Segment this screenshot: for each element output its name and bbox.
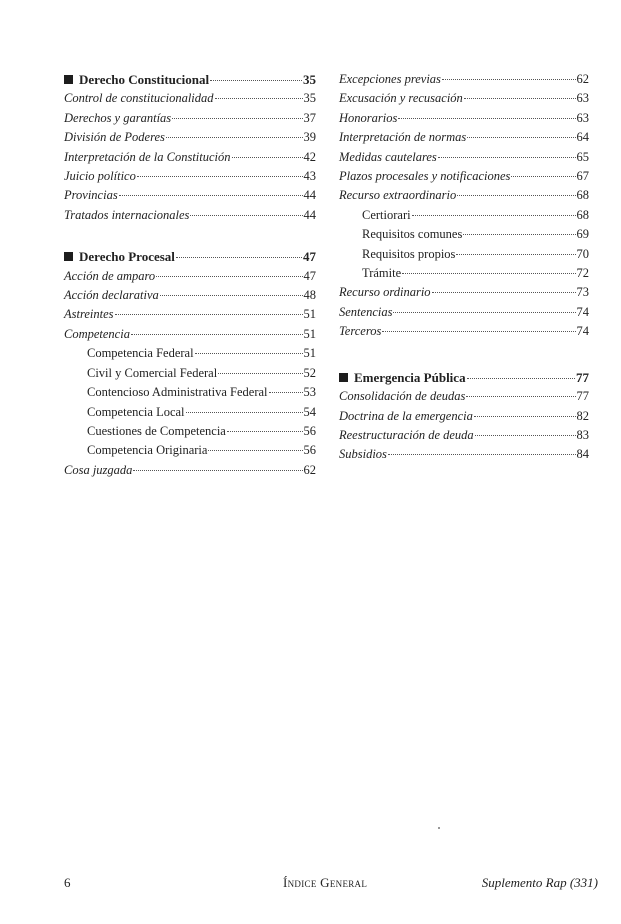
index-subentry: [64, 344, 316, 363]
leader-dots: [464, 97, 576, 99]
entry-text: Excepciones previas: [339, 72, 441, 86]
leader-dots: [466, 395, 575, 397]
page-ref: 54: [303, 404, 316, 419]
index-subentry: [64, 364, 316, 383]
leader-dots: [210, 79, 302, 81]
page-ref: 53: [303, 385, 316, 400]
page-ref: 44: [303, 188, 316, 203]
page-ref: 67: [576, 169, 589, 184]
index-entry: [339, 109, 589, 128]
entry-text: Sentencias: [339, 304, 393, 319]
entry-text: Competencia Local: [87, 404, 185, 419]
index-entry: [64, 267, 316, 286]
page-ref: 35: [303, 72, 316, 87]
index-entry: [339, 167, 589, 186]
page-ref: 82: [576, 408, 589, 423]
leader-dots: [119, 194, 303, 196]
page-ref: 47: [303, 268, 316, 283]
entry-text: Plazos procesales y notificaciones: [339, 169, 511, 184]
left-column: [64, 70, 316, 502]
entry-text: Civil y Comercial Federal: [87, 365, 218, 380]
entry-text: Requisitos propios: [362, 246, 456, 261]
page-ref: 51: [303, 326, 316, 341]
leader-dots: [393, 311, 575, 313]
page-ref: 56: [303, 443, 316, 458]
index-subentry: [64, 441, 316, 460]
entry-text: Derechos y garantías: [64, 110, 172, 125]
page-number: 6: [64, 875, 71, 890]
section-heading: [64, 247, 316, 266]
index-entry: [64, 167, 316, 186]
leader-dots: [172, 117, 302, 119]
leader-dots: [156, 275, 302, 277]
leader-dots: [186, 411, 303, 413]
entry-text: Recurso extraordinario: [339, 188, 457, 203]
leader-dots: [412, 214, 576, 216]
index-entry: [339, 322, 589, 341]
leader-dots: [190, 214, 302, 216]
page-ref: 72: [576, 266, 589, 281]
page-ref: 52: [303, 365, 316, 380]
page-ref: 42: [303, 149, 316, 164]
entry-text: Doctrina de la emergencia: [339, 408, 473, 423]
entry-text: Juicio político: [64, 169, 136, 184]
leader-dots: [511, 175, 575, 177]
index-entry: [64, 305, 316, 324]
leader-dots: [269, 391, 303, 393]
leader-dots: [218, 372, 302, 374]
leader-dots: [133, 469, 302, 471]
entry-text: Cuestiones de Competencia: [87, 423, 226, 438]
square-bullet-icon: [64, 252, 73, 261]
entry-text: Recurso ordinario: [339, 285, 431, 300]
index-subentry: [339, 206, 589, 225]
leader-dots: [442, 78, 576, 80]
entry-text: Contencioso Administrativa Federal: [87, 385, 268, 400]
index-entry: [339, 283, 589, 302]
index-subentry: [64, 422, 316, 441]
leader-dots: [131, 333, 303, 335]
entry-text: Excusación y recusación: [339, 91, 463, 106]
entry-text: División de Poderes: [64, 130, 165, 145]
leader-dots: [388, 453, 576, 455]
page-ref: 77: [576, 369, 589, 385]
index-entry: [64, 206, 316, 225]
index-entry: [339, 387, 589, 406]
leader-dots: [208, 449, 302, 451]
entry-text: Terceros: [339, 324, 382, 339]
index-entry: [64, 128, 316, 147]
index-subentry: [339, 245, 589, 264]
entry-text: Certiorari: [362, 207, 411, 222]
section-derecho-constitucional: [64, 70, 316, 225]
entry-text: Interpretación de la Constitución: [64, 149, 231, 164]
leader-dots: [232, 156, 303, 158]
section-heading: [339, 368, 589, 387]
leader-dots: [176, 256, 302, 258]
heading-text: Emergencia Pública: [354, 369, 466, 385]
scan-speck: [438, 827, 440, 829]
index-entry: [64, 286, 316, 305]
page-ref: 63: [576, 91, 589, 106]
leader-dots: [115, 313, 303, 315]
entry-text: Interpretación de normas: [339, 130, 467, 145]
entry-text: Astreintes: [64, 307, 114, 322]
entry-text: Cosa juzgada: [64, 462, 133, 477]
index-subentry: [64, 403, 316, 422]
leader-dots: [402, 272, 575, 274]
leader-dots: [160, 294, 303, 296]
page-ref: 63: [576, 110, 589, 125]
entry-text: Reestructuración de deuda: [339, 427, 474, 442]
entry-text: Acción de amparo: [64, 268, 156, 283]
page-ref: 68: [576, 207, 589, 222]
heading-text: Derecho Constitucional: [79, 72, 210, 87]
index-entry: [64, 186, 316, 205]
entry-text: Competencia Originaria: [87, 443, 208, 458]
entry-text: Medidas cautelares: [339, 149, 437, 164]
index-entry: [64, 89, 316, 108]
section-heading: [64, 70, 316, 89]
page-ref: 74: [576, 324, 589, 339]
index-subentry: [339, 264, 589, 283]
index-entry: [64, 325, 316, 344]
entry-text: Provincias: [64, 188, 118, 203]
entry-text: Tratados internacionales: [64, 207, 190, 222]
page-ref: 43: [303, 169, 316, 184]
page-ref: 77: [576, 389, 589, 404]
entry-text: Consolidación de deudas: [339, 389, 466, 404]
index-entry: [64, 148, 316, 167]
index-entry: [64, 109, 316, 128]
leader-dots: [227, 430, 303, 432]
leader-dots: [398, 117, 575, 119]
leader-dots: [432, 291, 576, 293]
section-derecho-procesal: [64, 247, 316, 480]
entry-text: Honorarios: [339, 110, 398, 125]
leader-dots: [382, 330, 575, 332]
page-ref: 35: [303, 91, 316, 106]
index-subentry: [64, 383, 316, 402]
leader-dots: [457, 194, 575, 196]
index-entry: [339, 89, 589, 108]
page-ref: 39: [303, 130, 316, 145]
right-column: [339, 70, 589, 487]
section-procesal-continued: [339, 70, 589, 342]
page-ref: 84: [576, 447, 589, 462]
leader-dots: [467, 136, 575, 138]
leader-dots: [475, 434, 576, 436]
heading-text: Derecho Procesal: [79, 249, 175, 265]
leader-dots: [195, 352, 303, 354]
page-ref: 62: [303, 462, 316, 477]
page-ref: 51: [303, 307, 316, 322]
section-emergencia-publica: [339, 368, 589, 465]
leader-dots: [467, 377, 575, 379]
index-subentry: [339, 225, 589, 244]
index-entry: [339, 128, 589, 147]
index-entry: [339, 445, 589, 464]
entry-text: Competencia: [64, 326, 130, 341]
leader-dots: [438, 156, 576, 158]
square-bullet-icon: [64, 75, 73, 84]
page-ref: 48: [303, 288, 316, 303]
page-ref: 44: [303, 207, 316, 222]
index-entry: [339, 148, 589, 167]
page-ref: 68: [576, 188, 589, 203]
leader-dots: [474, 415, 576, 417]
leader-dots: [456, 253, 575, 255]
page-ref: 73: [576, 285, 589, 300]
publication-name: Suplemento Rap (331): [481, 875, 598, 890]
index-entry: [339, 186, 589, 205]
index-entry: [64, 461, 316, 480]
entry-text: Control de constitucionalidad: [64, 91, 214, 106]
leader-dots: [137, 175, 303, 177]
page-ref: 65: [576, 149, 589, 164]
page-ref: 83: [576, 427, 589, 442]
entry-text: Trámite: [362, 266, 402, 281]
index-entry: [339, 303, 589, 322]
page-ref: 37: [303, 110, 316, 125]
entry-text: Requisitos comunes: [362, 227, 463, 242]
page-ref: 64: [576, 130, 589, 145]
leader-dots: [166, 136, 303, 138]
page-ref: 56: [303, 423, 316, 438]
leader-dots: [463, 233, 575, 235]
index-entry: [339, 407, 589, 426]
index-entry: [339, 426, 589, 445]
index-entry: [339, 70, 589, 89]
entry-text: Subsidios: [339, 447, 387, 462]
running-title: Índice General: [283, 875, 368, 890]
leader-dots: [215, 97, 303, 99]
page-ref: 51: [303, 346, 316, 361]
page-ref: 70: [576, 246, 589, 261]
page-ref: 74: [576, 304, 589, 319]
page-ref: 69: [576, 227, 589, 242]
entry-text: Acción declarativa: [64, 288, 159, 303]
entry-text: Competencia Federal: [87, 346, 194, 361]
page-ref: 47: [303, 249, 316, 265]
square-bullet-icon: [339, 373, 348, 382]
page-ref: 62: [576, 72, 589, 86]
